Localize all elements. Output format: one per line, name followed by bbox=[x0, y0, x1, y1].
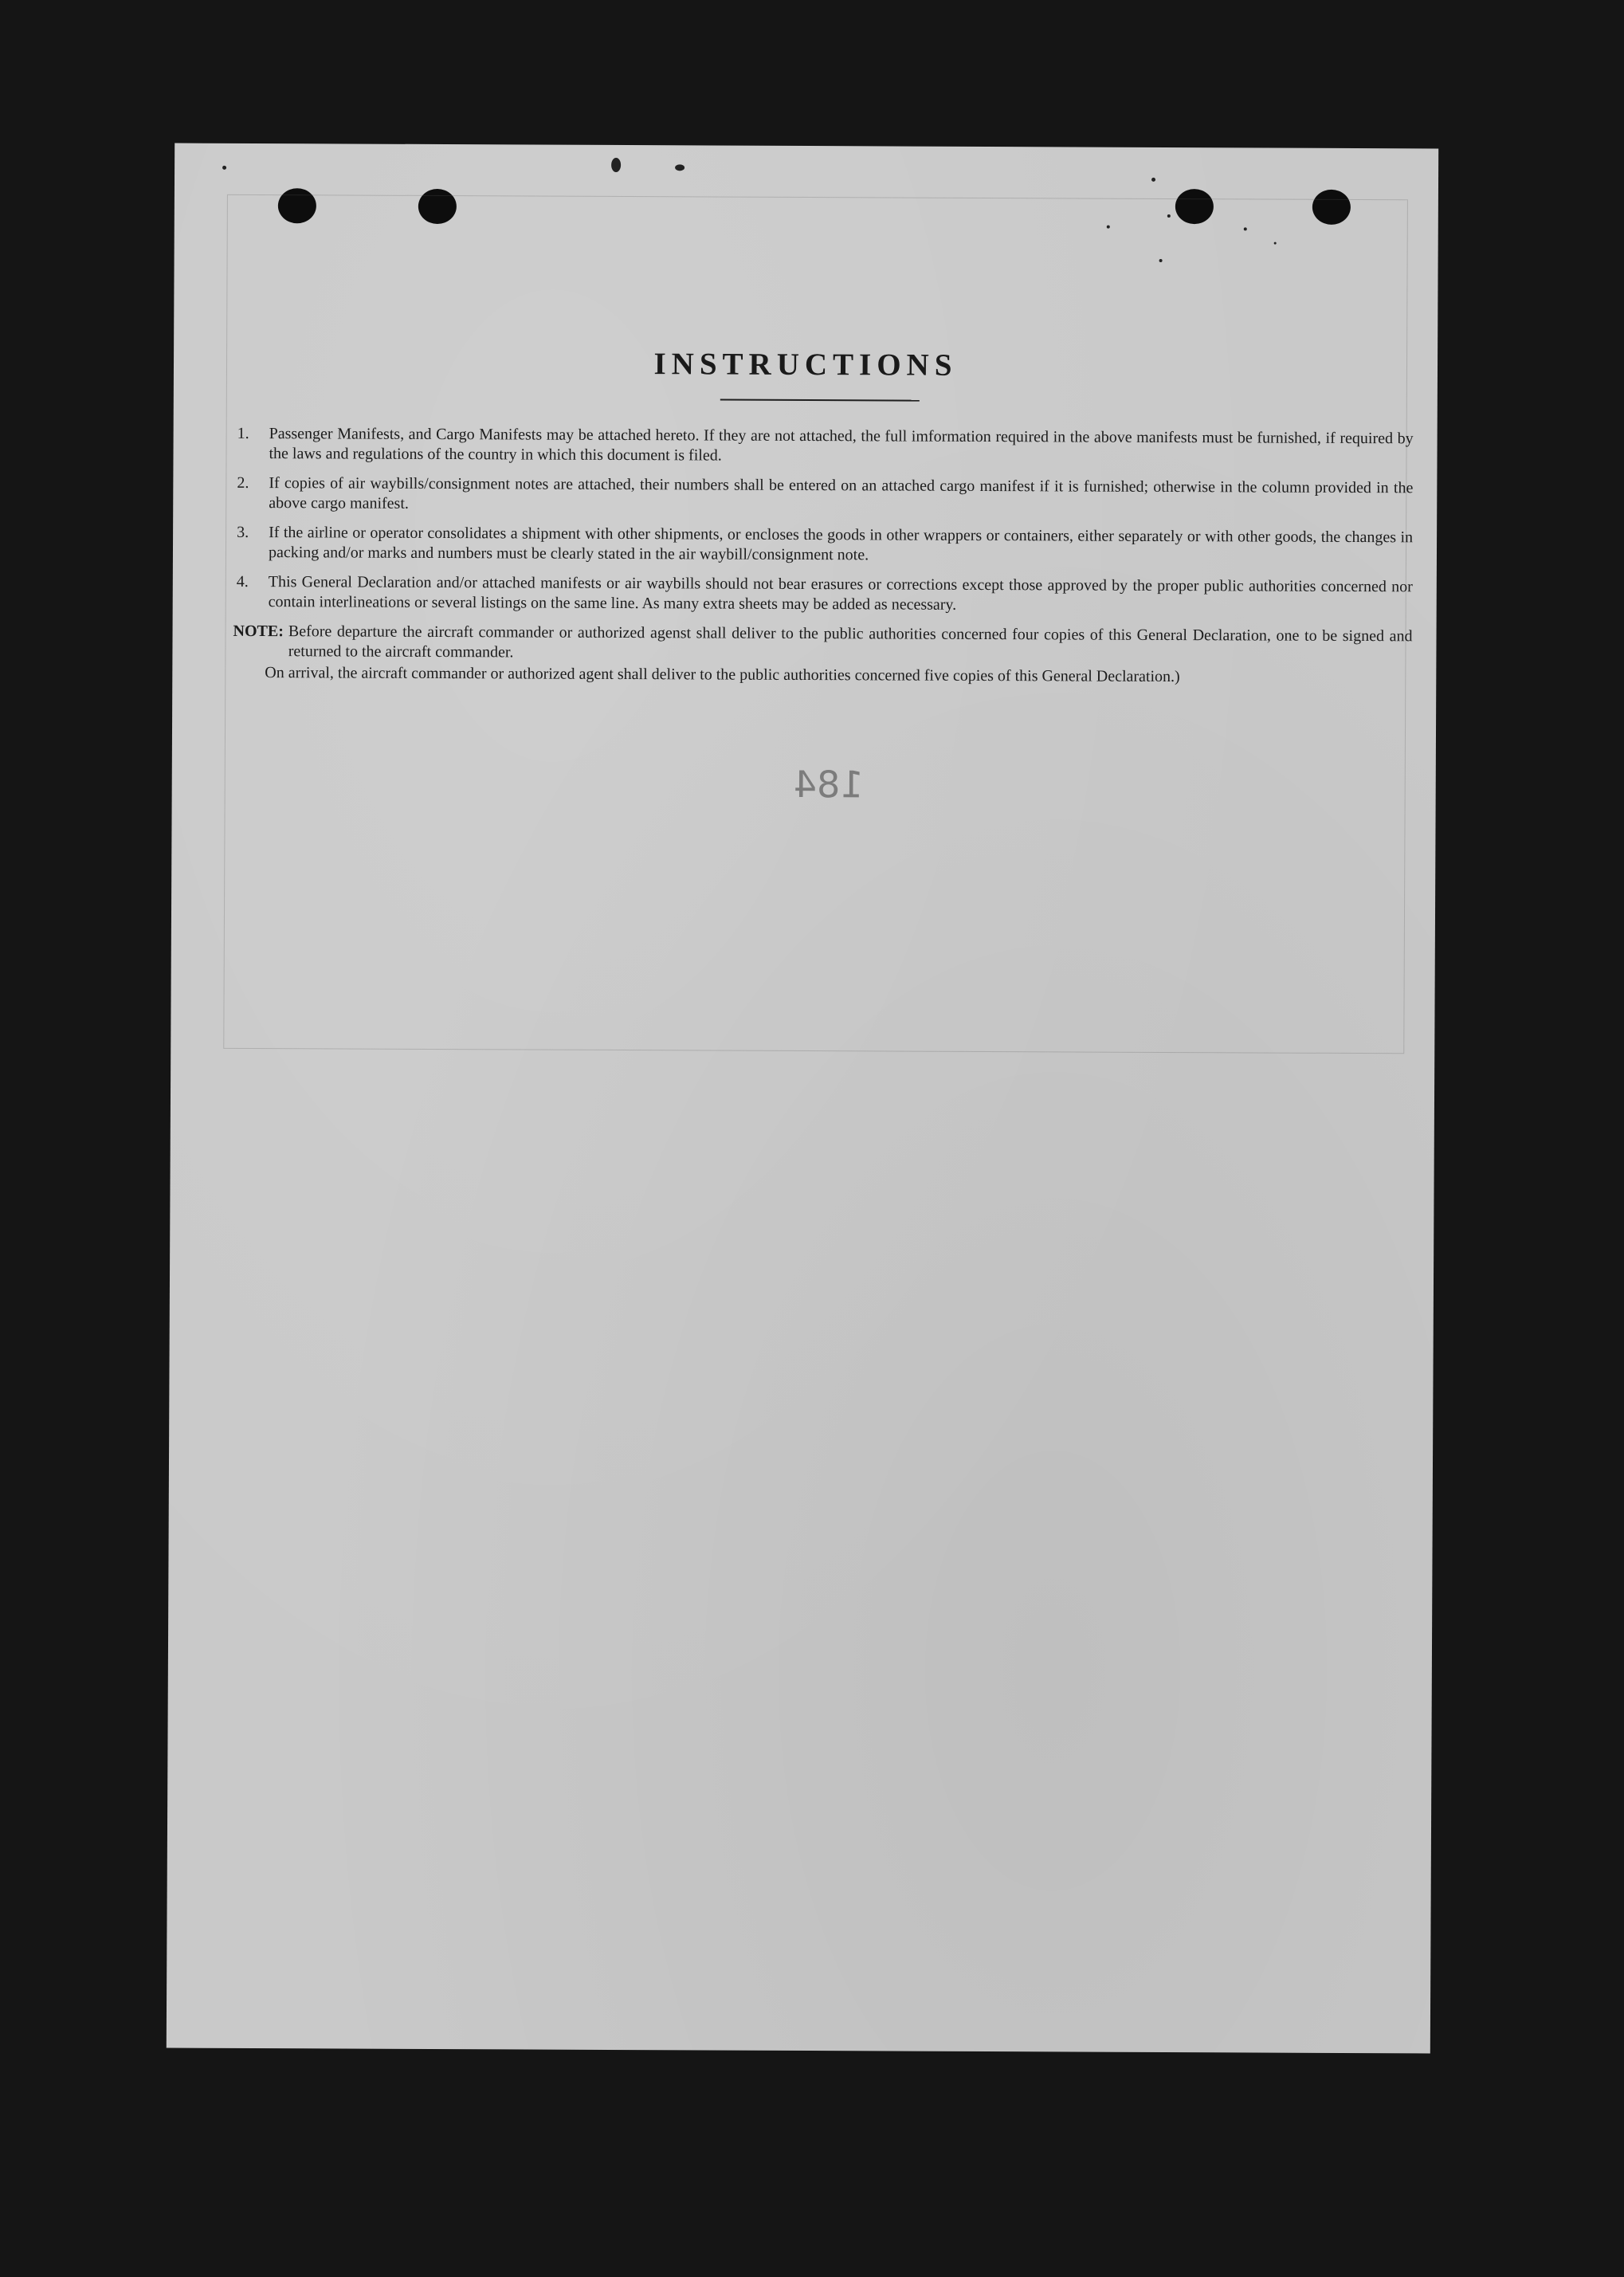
instruction-item bbox=[233, 473, 1413, 518]
instruction-item bbox=[233, 572, 1413, 617]
note-block bbox=[233, 622, 1412, 666]
item-text: Passenger Manifests, and Cargo Manifests may be attached hereto. If they are not attached, the full imformation required in the above manifests must be furnished, if required by the laws and regulations of the country in which this document is filed. bbox=[269, 425, 1414, 465]
note-text: Before departure the aircraft commander or authorized agenst shall deliver to the public authorities concerned four copies of this General Declaration, one to be signed and returned to the aircraft commander. bbox=[288, 622, 1413, 662]
document-page bbox=[167, 143, 1438, 2054]
item-number: 3. bbox=[237, 523, 249, 541]
instructions-list bbox=[233, 424, 1413, 688]
page-number-stamp: 184 bbox=[793, 762, 864, 807]
item-number: 1. bbox=[237, 424, 249, 442]
paper-specks bbox=[175, 143, 1438, 149]
item-number: 4. bbox=[236, 572, 249, 591]
instruction-item bbox=[233, 523, 1413, 567]
item-text: If the airline or operator consolidates a shipment with other shipments, or encloses the goods in other wrappers or containers, either separately or with other goods, the changes in packing and/or marks and numbers must be clearly stated in the air waybill/consignment note. bbox=[268, 524, 1414, 564]
page-title: INSTRUCTIONS bbox=[653, 347, 958, 383]
note-label: NOTE: bbox=[233, 622, 284, 641]
item-text: This General Declaration and/or attached manifests or air waybills should not bear erasures or corrections except those approved by the proper public authorities concerned nor contain interlineations or several listings on the same line. As many extra sheets may be added as necessary. bbox=[268, 573, 1413, 614]
item-number: 2. bbox=[237, 473, 249, 492]
item-text: If copies of air waybills/consignment notes are attached, their numbers shall be entered on an attached cargo manifest if it is furnished; otherwise in the column provided in the above cargo manifest. bbox=[269, 474, 1414, 512]
note-text-arrival: On arrival, the aircraft commander or authorized agent shall deliver to the public authorities concerned five copies of this General Declaration.) bbox=[265, 664, 1180, 686]
instruction-item bbox=[233, 424, 1413, 469]
